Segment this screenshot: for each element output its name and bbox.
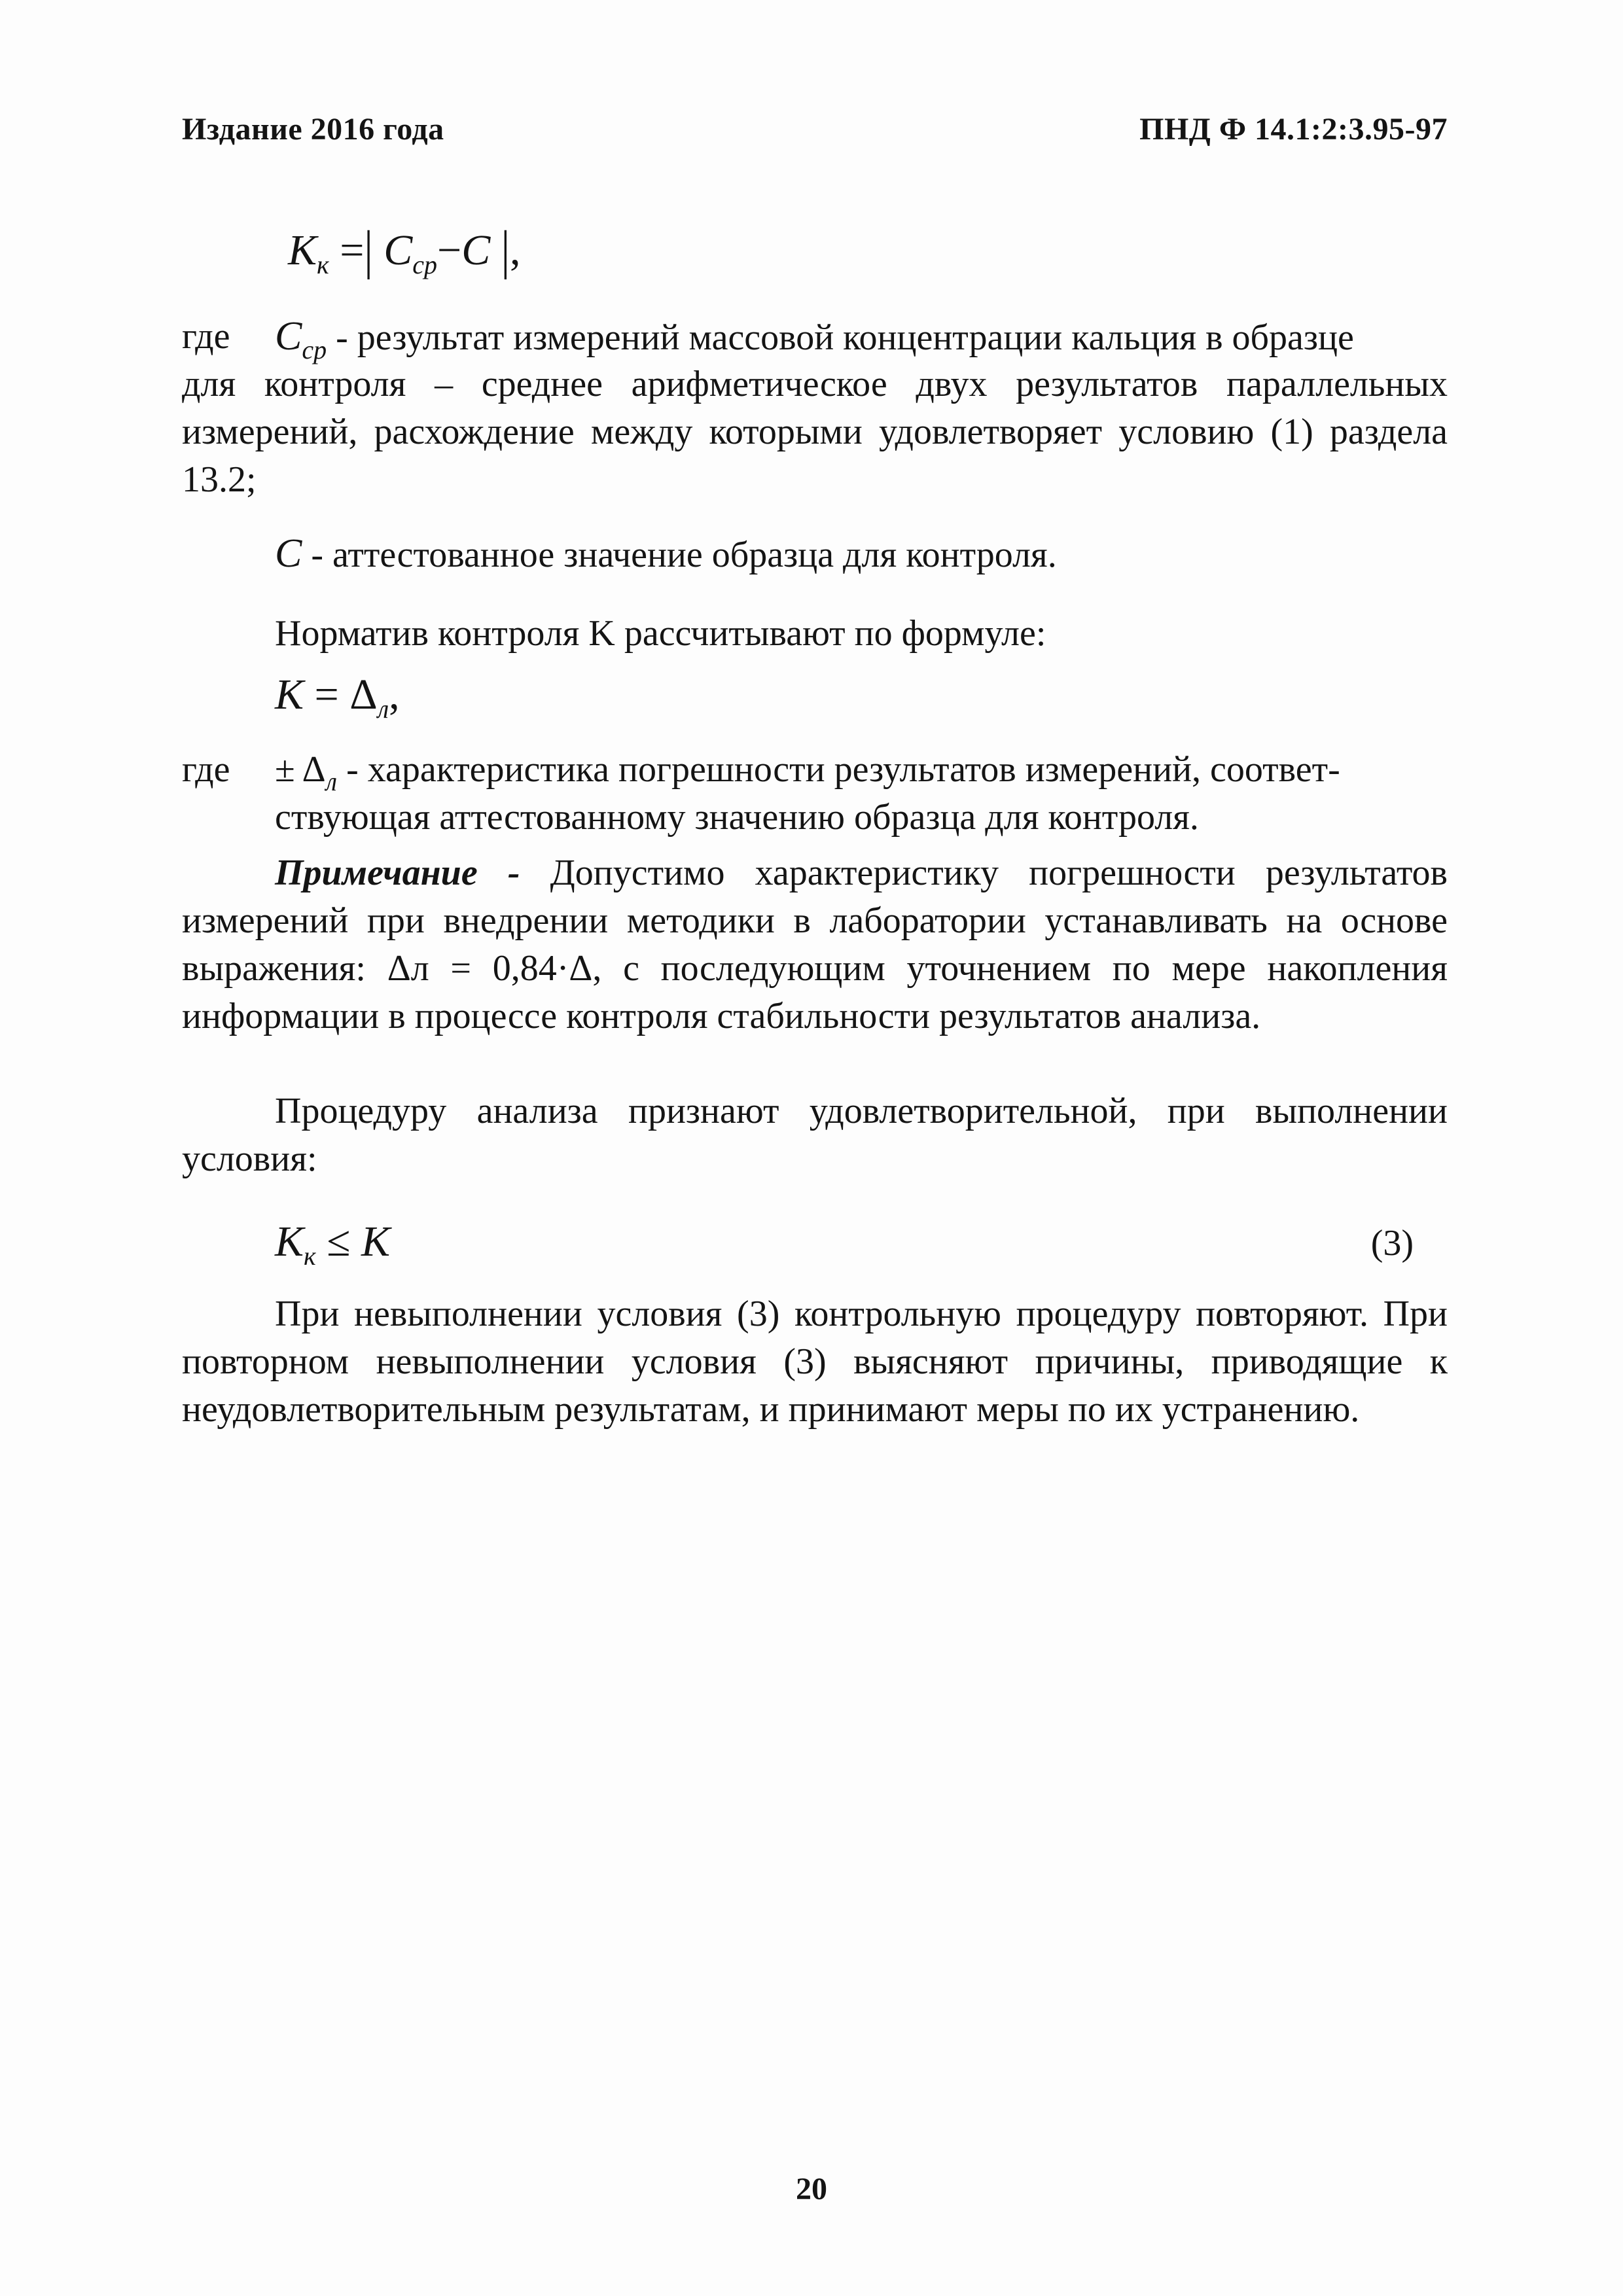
formula-kk-eq: = <box>340 226 365 274</box>
page-number: 20 <box>796 2172 827 2206</box>
document-code-header: ПНД Ф 14.1:2:3.95-97 <box>1139 112 1448 147</box>
formula-kk-c2: C <box>461 226 491 274</box>
formula-kk-lhs-sub: к <box>317 250 329 279</box>
formula-kk-tail: , <box>509 226 521 274</box>
final-paragraph: При невыполнении условия (3) контрольную процедуру повторяют. При повторном невыполнении условия (3) выясняют причины, приводящие к неудовлетворительным результатам, и принимают меры по их устранению. <box>182 1294 1448 1430</box>
formula-k-tail: , <box>389 671 400 718</box>
formula-cond-lhs: K <box>275 1218 304 1265</box>
formula-kk-c1: C <box>383 226 413 274</box>
formula-k-sub: л <box>377 694 389 724</box>
def-delta-symbol-sub: л <box>325 767 338 796</box>
norm-text: Норматив контроля K рассчитывают по формуле: <box>275 613 1046 654</box>
note-paragraph <box>182 849 1448 1040</box>
equation-number: (3) <box>1370 1223 1414 1263</box>
formula-k-eq: = <box>314 671 339 718</box>
def-delta-line2: ствующая аттестованному значению образца для контроля. <box>275 797 1199 838</box>
formula-k-lhs: K <box>275 671 304 718</box>
formula-k-delta: Δ <box>349 671 378 718</box>
def-c-text: - аттестованное значение образца для контроля. <box>311 535 1057 575</box>
def-ccp-label: где <box>182 316 230 357</box>
formula-kk <box>288 220 521 280</box>
def-ccp-text-line1: - результат измерений массовой концентрации кальция в образце <box>336 317 1354 358</box>
formula-kk-c1-sub: ср <box>412 250 437 279</box>
def-delta-text-line1: - характеристика погрешности результатов измерений, соответ- <box>346 749 1340 790</box>
formula-condition <box>275 1217 391 1271</box>
def-delta-label: где <box>182 749 230 790</box>
formula-kk-minus: − <box>437 226 462 274</box>
edition-header: Издание 2016 года <box>182 112 444 147</box>
formula-cond-rhs: K <box>361 1218 391 1265</box>
def-delta-line1 <box>275 746 1340 796</box>
formula-kk-bar-right: | <box>501 220 510 280</box>
formula-cond-op: ≤ <box>327 1218 351 1265</box>
formula-kk-bar-left: | <box>364 220 373 280</box>
formula-k <box>275 670 400 724</box>
def-ccp-symbol: C <box>275 314 302 359</box>
def-c <box>275 530 1057 579</box>
note-label: Примечание - <box>275 853 520 893</box>
def-c-symbol: C <box>275 531 302 576</box>
formula-kk-lhs: K <box>288 226 317 274</box>
def-delta-symbol: ± Δ <box>275 749 326 790</box>
def-ccp-symbol-sub: ср <box>302 335 327 364</box>
note-text: Допустимо характеристику погрешности результатов измерений при внедрении методики в лаборатории устанавливать на основе выражения: Δл = 0,84·Δ, с последующим уточнением по мере накопления информации в процессе контроля стабильности результатов анализа. <box>182 853 1448 1036</box>
def-ccp-rest: для контроля – среднее арифметическое двух результатов параллельных измерений, расхождение между которыми удовлетворяет условию (1) раздела 13.2; <box>182 364 1448 500</box>
def-ccp-line1 <box>275 313 1448 364</box>
formula-cond-lhs-sub: к <box>304 1241 316 1271</box>
procedure-paragraph: Процедуру анализа признают удовлетворительной, при выполнении условия: <box>182 1091 1448 1179</box>
